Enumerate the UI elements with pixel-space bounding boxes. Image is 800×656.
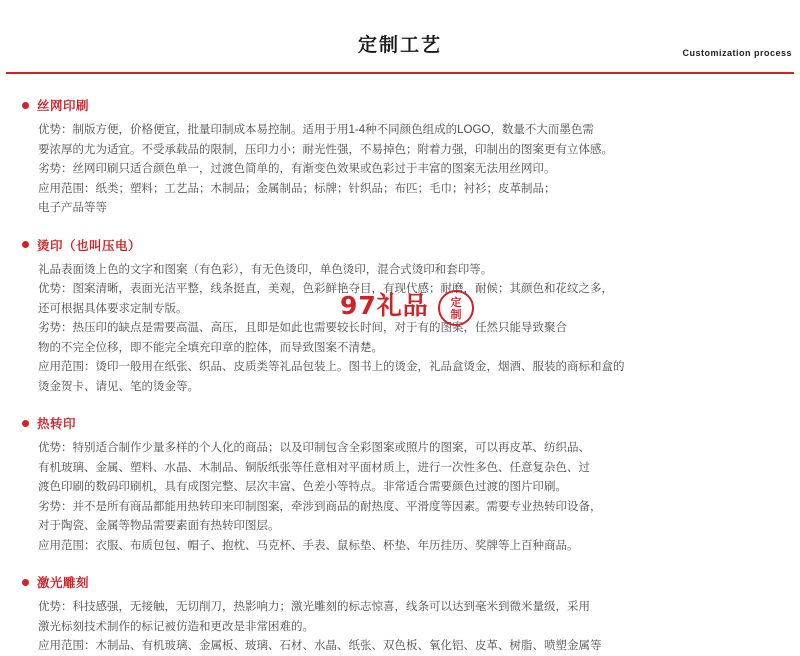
- paragraph-line: 优势：特别适合制作少量多样的个人化的商品；以及印制包含全彩图案或照片的图案，可以再皮革、纺织品、: [38, 442, 590, 454]
- section-header: [0, 414, 800, 432]
- paragraph-line: 劣势：并不是所有商品都能用热转印来印制图案，牵涉到商品的耐热度、平滑度等因素。需要专业热转印设备，: [38, 500, 602, 513]
- paragraph-line: 应用范围：烫印一般用在纸张、织品、皮质类等礼品包装上。图书上的烫金，礼品盒烫金，烟酒、服装的商标和盒的: [38, 361, 625, 373]
- page-title: 定制工艺: [357, 35, 442, 56]
- watermark-text: 97礼品: [340, 291, 429, 320]
- section-title: 激光雕刻: [37, 576, 90, 590]
- section-header: [0, 96, 800, 114]
- paragraph-line: 应用范围：纸类；塑料；工艺品；木制品；金属制品；标牌；针织品；布匹；毛巾；衬衫；皮革制品；: [38, 182, 556, 195]
- bullet-icon: [22, 102, 29, 109]
- paragraph-line: 烫金贺卡、请见、笔的烫金等。: [38, 380, 199, 393]
- paragraph-line: 优势：科技感强，无接触，无切削刀，热影响力；激光雕刻的标志惊喜，线条可以达到毫米到微米量级，采用: [38, 601, 590, 613]
- page-subtitle: Customization process: [682, 48, 792, 58]
- section-header: [0, 236, 800, 254]
- bullet-icon: [22, 579, 29, 586]
- section-body: [0, 598, 800, 656]
- paragraph-line: 有机玻璃、金属、塑料、水晶、木制品、铜版纸张等任意相对平面材质上，进行一次性多色、任意复杂色、过: [38, 461, 590, 474]
- section-hot-stamping: [0, 236, 800, 397]
- section-heat-transfer: [0, 414, 800, 555]
- paragraph-line: 应用范围：木制品、有机玻璃、金属板、玻璃、石材、水晶、纸张、双色板、氧化铝、皮革、树脂、喷塑金属等: [38, 640, 602, 652]
- section-body: [0, 439, 800, 555]
- section-laser-engraving: [0, 573, 800, 656]
- paragraph-line: 要浓厚的尤为适宜。不受承载品的限制，压印力小；耐光性强，不易掉色；附着力强，印制出的图案更有立体感。: [38, 143, 613, 156]
- paragraph-line: 激光标刻技术制作的标记被仿造和更改是非常困难的。: [38, 620, 314, 633]
- section-silkscreen: [0, 96, 800, 218]
- section-body: [0, 261, 800, 397]
- paragraph-line: 劣势：热压印的缺点是需要高温、高压，且即是如此也需要较长时间，对于有的图案，任然只能导致聚合: [38, 322, 567, 334]
- paragraph-line: 礼品表面烫上色的文字和图案（有色彩），有无色烫印，单色烫印，混合式烫印和套印等。: [38, 263, 493, 276]
- section-body: [0, 121, 800, 218]
- paragraph-line: 电子产品等等: [38, 202, 107, 214]
- paragraph-line: 还可根据具体要求定制专版。: [38, 302, 188, 315]
- paragraph-line: 物的不完全位移，即不能完全填充印章的腔体，而导致图案不清楚。: [38, 341, 383, 354]
- paragraph-line: 优势：制版方便，价格便宜，批量印制成本易控制。适用于用1-4种不同颜色组成的LOGO，数量不大而墨色需: [38, 124, 594, 136]
- header-divider: [6, 72, 794, 74]
- document-header: [0, 0, 800, 78]
- paragraph-line: 优势：图案清晰，表面光洁平整，线条挺直，美观，色彩鲜艳夺目，有现代感；耐磨，耐候；其颜色和花纹之多，: [38, 283, 613, 295]
- section-title: 丝网印刷: [37, 99, 90, 113]
- bullet-icon: [22, 241, 29, 248]
- watermark-stamp-line1: 定: [450, 297, 462, 309]
- bullet-icon: [22, 420, 29, 427]
- section-title: 热转印: [37, 417, 77, 431]
- section-header: [0, 573, 800, 591]
- watermark-stamp-line2: 制: [450, 309, 462, 321]
- paragraph-line: 对于陶瓷、金属等物品需要素面有热转印图层。: [38, 520, 280, 532]
- paragraph-line: 劣势：丝网印刷只适合颜色单一，过渡色简单的，有渐变色效果或色彩过于丰富的图案无法用丝网印。: [38, 163, 556, 175]
- section-title: 烫印（也叫压电）: [37, 238, 142, 253]
- paragraph-line: 渡色印刷的数码印刷机，具有成图完整、层次丰富、色差小等特点。非常适合需要颜色过渡的图片印刷。: [38, 481, 567, 493]
- paragraph-line: 应用范围：衣服、布质包包、帽子、抱枕、马克杯、手表、鼠标垫、杯垫、年历挂历、奖牌等上百种商品。: [38, 539, 579, 552]
